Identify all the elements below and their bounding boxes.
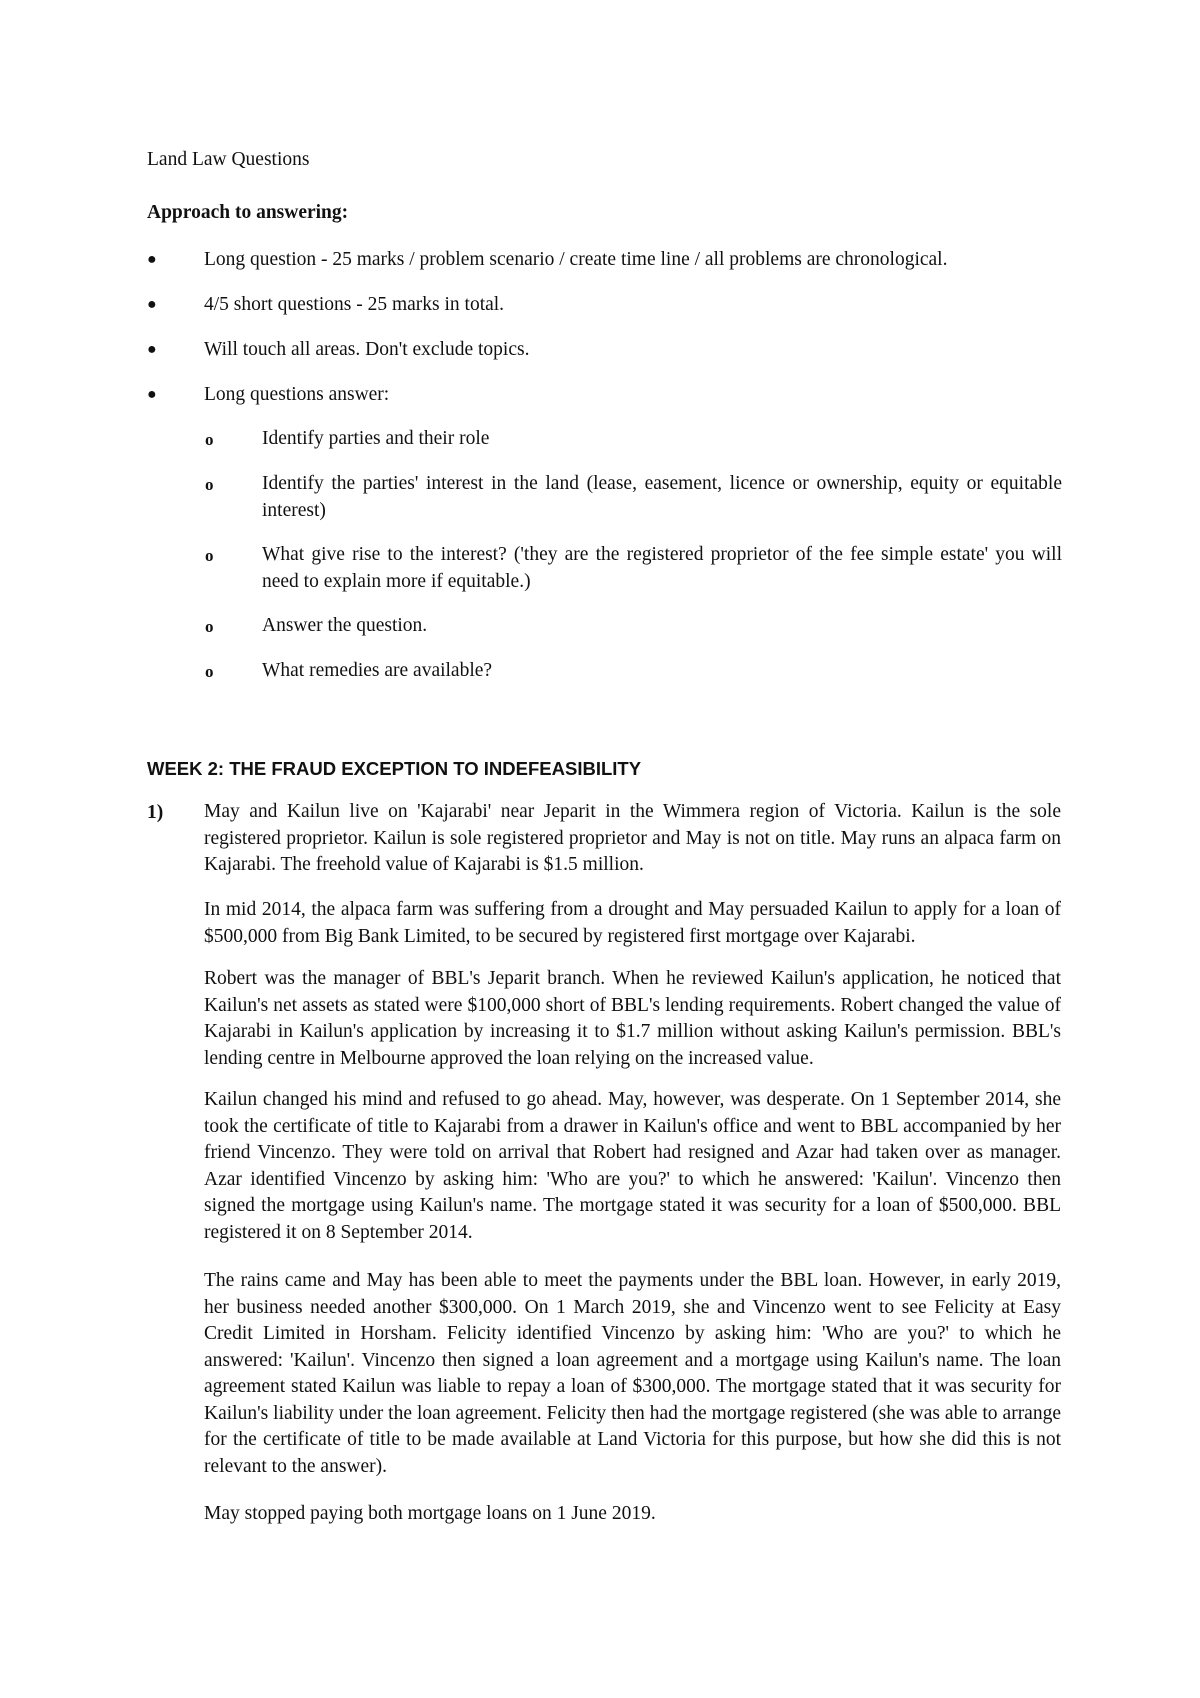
sub-bullet-icon: o (205, 430, 214, 449)
question-paragraph: Kailun changed his mind and refused to go ahead. May, however, was desperate. On 1 September 2014, she took the certificate of title to Kajarabi from a drawer in Kailun's office and went to BBL accompanied by her friend Vincenzo. They were told on arrival that Robert had resigned and Azar had taken over as manager. Azar identified Vincenzo by asking him: 'Who are you?' to which he answered: 'Kailun'. Vincenzo then signed the mortgage using Kailun's name. The mortgage stated it was security for a loan of $500,000. BBL registered it on 8 September 2014. (204, 1089, 1061, 1243)
question-number: 1) (147, 802, 164, 823)
question-paragraph: May stopped paying both mortgage loans on 1 June 2019. (204, 1503, 656, 1524)
bullet-icon: ● (147, 386, 157, 403)
bullet-icon: ● (147, 296, 157, 313)
sub-bullet-icon: o (205, 662, 214, 681)
week-heading: WEEK 2: THE FRAUD EXCEPTION TO INDEFEASIBILITY (147, 758, 642, 779)
sub-bullet-text: Answer the question. (262, 615, 428, 636)
question-paragraph: Robert was the manager of BBL's Jeparit branch. When he reviewed Kailun's application, he noticed that Kailun's net assets as stated were $100,000 short of BBL's lending requirements. Robert changed the value of Kajarabi in Kailun's application by increasing it to $1.7 million without asking Kailun's permission. BBL's lending centre in Melbourne approved the loan relying on the increased value. (204, 968, 1061, 1069)
question-paragraph: The rains came and May has been able to meet the payments under the BBL loan. However, in early 2019, her business needed another $300,000. On 1 March 2019, she and Vincenzo went to see Felicity at Easy Credit Limited in Horsham. Felicity identified Vincenzo by asking him: 'Who are you?' to which he answered: 'Kailun'. Vincenzo then signed a loan agreement and a mortgage using Kailun's name. The loan agreement stated Kailun was liable to repay a loan of $300,000. The mortgage stated that it was security for Kailun's liability under the loan agreement. Felicity then had the mortgage registered (she was able to arrange for the certificate of title to be made available at Land Victoria for this purpose, but how she did this is not relevant to the answer). (204, 1270, 1061, 1477)
bullet-text: Long questions answer: (204, 384, 390, 405)
sub-bullet-text: Identify parties and their role (262, 428, 490, 449)
bullet-text: Will touch all areas. Don't exclude topics. (204, 339, 530, 360)
sub-bullet-text: Identify the parties' interest in the land (lease, easement, licence or ownership, equity or equitable interest) (262, 473, 1062, 521)
sub-bullet-icon: o (205, 475, 214, 494)
question-paragraph: May and Kailun live on 'Kajarabi' near Jeparit in the Wimmera region of Victoria. Kailun is the sole registered proprietor. Kailun is sole registered proprietor and May is not on title. May runs an alpaca farm on Kajarabi. The freehold value of Kajarabi is $1.5 million. (204, 801, 1061, 875)
document-title: Land Law Questions (147, 149, 310, 170)
sub-bullet-icon: o (205, 546, 214, 565)
bullet-icon: ● (147, 251, 157, 268)
bullet-text: Long question - 25 marks / problem scenario / create time line / all problems are chronological. (204, 249, 948, 270)
sub-bullet-text: What give rise to the interest? ('they are the registered proprietor of the fee simple estate' you will need to explain more if equitable.) (262, 544, 1062, 592)
bullet-text: 4/5 short questions - 25 marks in total. (204, 294, 505, 315)
question-paragraph: In mid 2014, the alpaca farm was suffering from a drought and May persuaded Kailun to apply for a loan of $500,000 from Big Bank Limited, to be secured by registered first mortgage over Kajarabi. (204, 899, 1061, 947)
sub-bullet-text: What remedies are available? (262, 660, 493, 681)
approach-heading: Approach to answering: (147, 202, 349, 223)
sub-bullet-icon: o (205, 617, 214, 636)
bullet-icon: ● (147, 341, 157, 358)
